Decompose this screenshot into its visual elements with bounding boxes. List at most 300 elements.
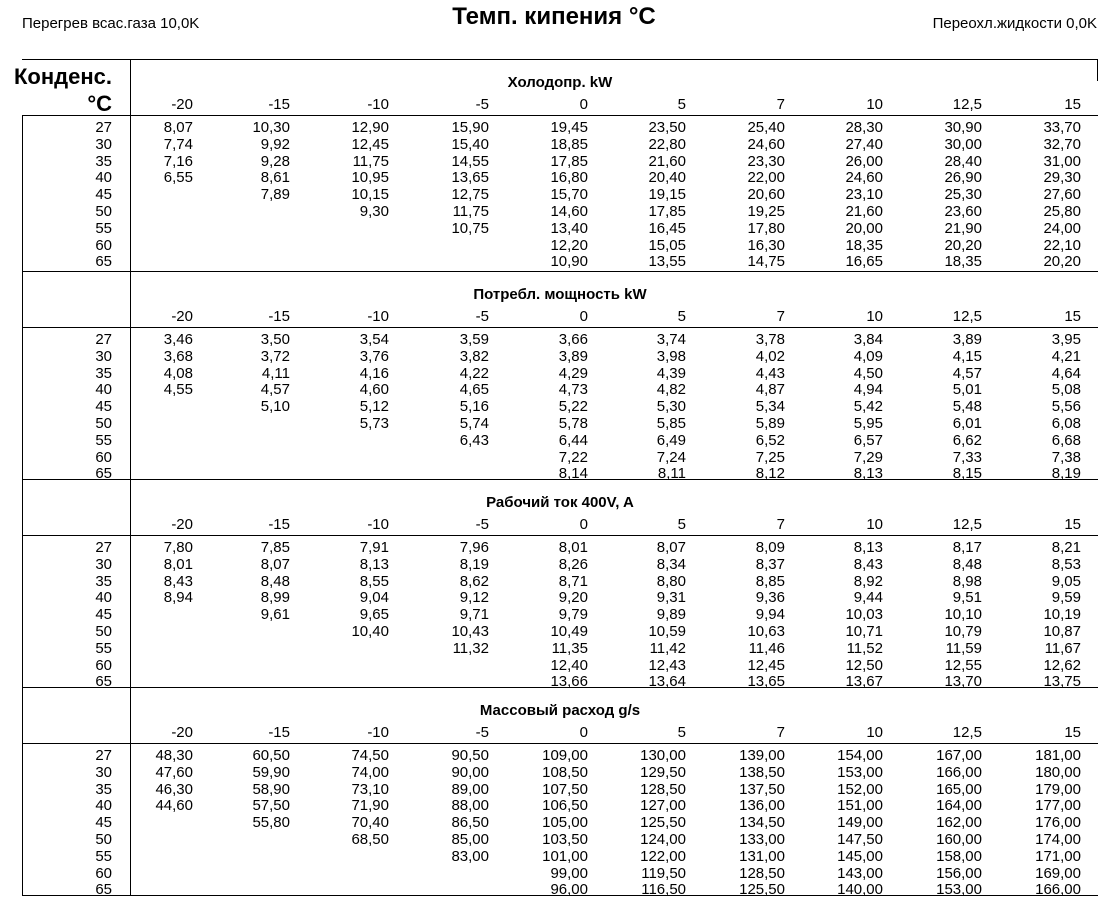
table-cell: 169,00 [1035, 864, 1081, 882]
table-cell: 5,12 [359, 398, 389, 416]
table-cell: 5,95 [853, 415, 883, 432]
table-cell: 7,74 [163, 135, 193, 153]
table-cell: 25,40 [747, 119, 785, 136]
table-cell: 9,71 [459, 606, 489, 624]
table-cell: 8,48 [952, 555, 982, 573]
table-cell: 14,60 [550, 203, 588, 220]
table-cell: 15,05 [648, 236, 686, 254]
table-cell: 181,00 [1035, 747, 1081, 764]
evap-temp-header: 10 [866, 308, 883, 325]
table-cell: 16,30 [747, 236, 785, 254]
table-cell: 156,00 [936, 864, 982, 882]
table-cell: 5,10 [260, 398, 290, 416]
table-cell: 15,70 [550, 186, 588, 204]
table-cell: 10,15 [351, 186, 389, 204]
table-cell: 7,16 [163, 152, 193, 170]
table-cell: 68,50 [351, 831, 389, 848]
condensing-temp-cell: 55 [95, 431, 112, 449]
condensing-temp-cell: 35 [95, 780, 112, 798]
table-cell: 4,65 [459, 381, 489, 399]
condensing-temp-cell: 35 [95, 364, 112, 382]
table-cell: 88,00 [451, 797, 489, 815]
table-cell: 6,55 [163, 169, 193, 187]
table-cell: 13,55 [648, 253, 686, 271]
table-cell: 74,50 [351, 747, 389, 764]
table-cell: 23,50 [648, 119, 686, 136]
table-cell: 136,00 [739, 797, 785, 815]
table-cell: 3,89 [558, 347, 588, 365]
table-cell: 11,59 [945, 639, 982, 657]
table-cell: 12,55 [944, 656, 982, 674]
table-cell: 160,00 [936, 831, 982, 848]
table-cell: 3,59 [459, 331, 489, 348]
table-cell: 21,60 [845, 203, 883, 220]
section-title: Массовый расход g/s [479, 702, 641, 719]
table-cell: 10,19 [1043, 606, 1081, 624]
table-cell: 125,50 [640, 814, 686, 832]
table-cell: 13,75 [1043, 673, 1081, 691]
table-cell: 139,00 [739, 747, 785, 764]
table-cell: 105,00 [542, 814, 588, 832]
table-cell: 22,00 [747, 169, 785, 187]
table-cell: 7,80 [163, 539, 193, 556]
section-title: Рабочий ток 400V, A [486, 494, 634, 511]
table-cell: 13,66 [550, 673, 588, 691]
table-cell: 4,08 [163, 364, 193, 382]
table-cell: 8,19 [459, 555, 489, 573]
table-cell: 158,00 [936, 847, 982, 865]
evap-temp-header: 5 [677, 516, 686, 533]
table-cell: 106,50 [542, 797, 588, 815]
table-cell: 4,94 [853, 381, 883, 399]
table-cell: 20,20 [1043, 253, 1081, 271]
table-cell: 12,62 [1043, 656, 1081, 674]
table-cell: 30,90 [944, 119, 982, 136]
table-cell: 20,20 [944, 236, 982, 254]
table-cell: 8,43 [853, 555, 883, 573]
table-cell: 8,62 [459, 572, 489, 590]
table-cell: 8,11 [657, 465, 686, 483]
table-cell: 8,07 [163, 119, 193, 136]
table-cell: 4,82 [656, 381, 686, 399]
section-separator [22, 271, 1098, 272]
table-cell: 11,35 [551, 639, 588, 657]
table-cell: 31,00 [1043, 152, 1081, 170]
table-cell: 8,61 [260, 169, 290, 187]
table-cell: 8,12 [755, 465, 785, 483]
table-cell: 27,60 [1043, 186, 1081, 204]
evap-temp-header: 0 [579, 724, 588, 741]
table-cell: 18,35 [944, 253, 982, 271]
table-cell: 5,78 [558, 415, 588, 432]
condensing-temp-cell: 65 [95, 253, 112, 271]
evap-temp-header: 0 [579, 516, 588, 533]
table-cell: 3,74 [656, 331, 686, 348]
table-cell: 14,75 [747, 253, 785, 271]
condensing-temp-cell: 27 [95, 539, 112, 556]
table-cell: 151,00 [837, 797, 883, 815]
evap-temp-header: 12,5 [952, 516, 982, 533]
table-cell: 10,10 [944, 606, 982, 624]
table-cell: 26,90 [944, 169, 982, 187]
table-cell: 162,00 [936, 814, 982, 832]
evap-temp-header: 12,5 [952, 308, 982, 325]
table-cell: 6,68 [1051, 431, 1081, 449]
table-cell: 5,42 [853, 398, 883, 416]
table-cell: 4,02 [755, 347, 785, 365]
section-title: Холодопр. kW [507, 74, 613, 91]
table-frame-right [1097, 59, 1098, 81]
table-cell: 26,00 [845, 152, 883, 170]
table-cell: 99,00 [550, 864, 588, 882]
table-cell: 8,21 [1051, 539, 1081, 556]
evap-temp-header: -10 [367, 724, 389, 741]
table-cell: 5,34 [755, 398, 785, 416]
table-cell: 3,82 [459, 347, 489, 365]
condensing-temp-cell: 60 [95, 656, 112, 674]
table-cell: 164,00 [936, 797, 982, 815]
table-cell: 20,00 [845, 219, 883, 237]
table-cell: 28,30 [845, 119, 883, 136]
table-cell: 9,51 [952, 589, 982, 607]
table-cell: 166,00 [936, 763, 982, 781]
table-cell: 10,49 [550, 623, 588, 640]
condensing-temp-cell: 40 [95, 169, 112, 187]
evap-temp-header: 15 [1064, 308, 1081, 325]
condensing-temp-cell: 35 [95, 152, 112, 170]
evap-temp-header: -20 [171, 308, 193, 325]
table-cell: 143,00 [837, 864, 883, 882]
table-cell: 10,75 [451, 219, 489, 237]
evap-temp-header: 15 [1064, 516, 1081, 533]
table-cell: 7,85 [260, 539, 290, 556]
table-cell: 8,01 [163, 555, 193, 573]
table-cell: 5,48 [952, 398, 982, 416]
table-cell: 9,92 [260, 135, 290, 153]
table-cell: 8,94 [163, 589, 193, 607]
evap-temp-header: -20 [171, 724, 193, 741]
table-cell: 129,50 [640, 763, 686, 781]
table-cell: 9,79 [558, 606, 588, 624]
table-cell: 6,49 [656, 431, 686, 449]
table-cell: 32,70 [1043, 135, 1081, 153]
table-cell: 8,09 [755, 539, 785, 556]
table-cell: 125,50 [739, 881, 785, 899]
table-cell: 10,43 [451, 623, 489, 640]
condensing-temp-cell: 55 [95, 219, 112, 237]
table-cell: 3,46 [163, 331, 193, 348]
table-cell: 24,00 [1043, 219, 1081, 237]
table-cell: 131,00 [739, 847, 785, 865]
table-cell: 19,25 [747, 203, 785, 220]
table-cell: 4,87 [755, 381, 785, 399]
table-cell: 4,39 [656, 364, 686, 382]
table-cell: 3,76 [359, 347, 389, 365]
table-cell: 21,60 [648, 152, 686, 170]
table-cell: 13,40 [550, 219, 588, 237]
header-underline [22, 115, 1098, 116]
table-cell: 9,44 [853, 589, 883, 607]
table-cell: 17,85 [550, 152, 588, 170]
table-cell: 89,00 [451, 780, 489, 798]
table-cell: 7,96 [459, 539, 489, 556]
table-cell: 8,71 [558, 572, 588, 590]
table-cell: 19,45 [550, 119, 588, 136]
table-cell: 133,00 [739, 831, 785, 848]
table-cell: 8,14 [558, 465, 588, 483]
section-title: Потребл. мощность kW [473, 286, 647, 303]
condensing-temp-cell: 30 [95, 347, 112, 365]
table-cell: 12,20 [550, 236, 588, 254]
table-cell: 4,15 [952, 347, 982, 365]
evap-temp-header: 5 [677, 96, 686, 113]
evap-temp-header: -10 [367, 308, 389, 325]
table-cell: 12,90 [351, 119, 389, 136]
table-cell: 23,10 [845, 186, 883, 204]
evap-temp-header: 10 [866, 516, 883, 533]
table-cell: 17,80 [747, 219, 785, 237]
table-divider-left [22, 116, 23, 895]
table-cell: 11,32 [452, 639, 489, 657]
table-cell: 10,03 [845, 606, 883, 624]
table-cell: 5,22 [558, 398, 588, 416]
table-cell: 8,55 [359, 572, 389, 590]
table-cell: 13,65 [747, 673, 785, 691]
table-cell: 4,57 [260, 381, 290, 399]
table-cell: 4,64 [1051, 364, 1081, 382]
evap-temp-header: 15 [1064, 96, 1081, 113]
table-cell: 124,00 [640, 831, 686, 848]
evap-temp-header: 12,5 [952, 724, 982, 741]
table-cell: 10,40 [351, 623, 389, 640]
condensing-temp-cell: 50 [95, 415, 112, 432]
table-cell: 6,62 [952, 431, 982, 449]
table-cell: 4,21 [1051, 347, 1081, 365]
condensing-temp-label: Конденс. [14, 64, 112, 89]
table-cell: 8,43 [163, 572, 193, 590]
table-cell: 6,57 [853, 431, 883, 449]
condensing-temp-cell: 45 [95, 398, 112, 416]
table-cell: 5,30 [656, 398, 686, 416]
table-cell: 7,33 [952, 448, 982, 466]
section-separator [22, 479, 1098, 480]
table-cell: 176,00 [1035, 814, 1081, 832]
table-cell: 17,85 [648, 203, 686, 220]
table-cell: 4,11 [261, 364, 290, 382]
condensing-temp-cell: 40 [95, 381, 112, 399]
condensing-temp-unit: °C [87, 91, 112, 116]
table-cell: 83,00 [451, 847, 489, 865]
table-cell: 23,30 [747, 152, 785, 170]
evap-temp-header: -5 [475, 724, 489, 741]
table-cell: 8,53 [1051, 555, 1081, 573]
table-cell: 55,80 [252, 814, 290, 832]
table-cell: 11,75 [452, 203, 489, 220]
table-cell: 6,43 [459, 431, 489, 449]
table-cell: 8,19 [1051, 465, 1081, 483]
table-cell: 18,35 [845, 236, 883, 254]
table-cell: 27,40 [845, 135, 883, 153]
condensing-temp-cell: 30 [95, 763, 112, 781]
table-cell: 10,63 [747, 623, 785, 640]
table-cell: 101,00 [542, 847, 588, 865]
table-cell: 3,78 [755, 331, 785, 348]
table-cell: 140,00 [837, 881, 883, 899]
table-cell: 10,30 [252, 119, 290, 136]
table-cell: 8,07 [656, 539, 686, 556]
table-cell: 8,15 [952, 465, 982, 483]
evap-temp-header: 12,5 [952, 96, 982, 113]
table-cell: 8,99 [260, 589, 290, 607]
table-cell: 18,85 [550, 135, 588, 153]
table-cell: 24,60 [845, 169, 883, 187]
evap-temp-header: -5 [475, 96, 489, 113]
table-cell: 3,54 [359, 331, 389, 348]
table-cell: 179,00 [1035, 780, 1081, 798]
evap-temp-header: 0 [579, 96, 588, 113]
table-cell: 90,00 [451, 763, 489, 781]
table-cell: 149,00 [837, 814, 883, 832]
table-cell: 9,94 [755, 606, 785, 624]
table-cell: 5,89 [755, 415, 785, 432]
table-cell: 16,45 [648, 219, 686, 237]
table-cell: 12,40 [550, 656, 588, 674]
table-cell: 9,65 [359, 606, 389, 624]
table-cell: 9,61 [260, 606, 290, 624]
table-cell: 12,45 [351, 135, 389, 153]
table-cell: 3,95 [1051, 331, 1081, 348]
table-cell: 25,30 [944, 186, 982, 204]
table-cell: 128,50 [739, 864, 785, 882]
table-cell: 103,50 [542, 831, 588, 848]
table-cell: 4,22 [459, 364, 489, 382]
table-cell: 9,36 [755, 589, 785, 607]
table-cell: 8,80 [656, 572, 686, 590]
condensing-temp-cell: 50 [95, 831, 112, 848]
table-cell: 4,43 [755, 364, 785, 382]
evap-temp-header: 10 [866, 724, 883, 741]
table-cell: 8,17 [952, 539, 982, 556]
table-cell: 60,50 [252, 747, 290, 764]
table-cell: 96,00 [550, 881, 588, 899]
evap-temp-header: -20 [171, 516, 193, 533]
table-cell: 3,68 [163, 347, 193, 365]
condensing-temp-cell: 60 [95, 864, 112, 882]
table-cell: 9,31 [656, 589, 686, 607]
table-cell: 5,16 [459, 398, 489, 416]
table-cell: 13,65 [451, 169, 489, 187]
table-cell: 20,60 [747, 186, 785, 204]
evap-temp-header: -10 [367, 516, 389, 533]
table-cell: 109,00 [542, 747, 588, 764]
table-cell: 108,50 [542, 763, 588, 781]
condensing-temp-cell: 50 [95, 203, 112, 220]
table-cell: 8,37 [755, 555, 785, 573]
table-cell: 22,10 [1043, 236, 1081, 254]
table-cell: 3,98 [656, 347, 686, 365]
table-cell: 8,01 [558, 539, 588, 556]
table-cell: 12,45 [747, 656, 785, 674]
condensing-temp-header [8, 63, 112, 117]
table-cell: 6,52 [755, 431, 785, 449]
condensing-temp-cell: 40 [95, 589, 112, 607]
table-cell: 4,16 [359, 364, 389, 382]
table-cell: 9,12 [459, 589, 489, 607]
header-underline [22, 535, 1098, 536]
table-cell: 7,89 [260, 186, 290, 204]
table-cell: 57,50 [252, 797, 290, 815]
table-cell: 8,48 [260, 572, 290, 590]
condensing-temp-cell: 65 [95, 881, 112, 899]
table-cell: 138,50 [739, 763, 785, 781]
table-cell: 86,50 [451, 814, 489, 832]
table-cell: 3,72 [260, 347, 290, 365]
table-cell: 3,50 [260, 331, 290, 348]
condensing-temp-cell: 35 [95, 572, 112, 590]
evap-temp-header: 10 [866, 96, 883, 113]
evap-temp-header: 5 [677, 308, 686, 325]
table-cell: 171,00 [1035, 847, 1081, 865]
table-cell: 19,15 [648, 186, 686, 204]
table-cell: 12,75 [451, 186, 489, 204]
table-cell: 16,80 [550, 169, 588, 187]
table-cell: 8,98 [952, 572, 982, 590]
condensing-temp-cell: 27 [95, 331, 112, 348]
table-cell: 5,01 [952, 381, 982, 399]
table-cell: 3,84 [853, 331, 883, 348]
condensing-temp-cell: 30 [95, 555, 112, 573]
condensing-temp-cell: 55 [95, 847, 112, 865]
table-cell: 21,90 [944, 219, 982, 237]
table-cell: 7,25 [755, 448, 785, 466]
table-cell: 10,95 [351, 169, 389, 187]
condensing-temp-cell: 60 [95, 236, 112, 254]
table-frame-top [22, 59, 1098, 60]
table-cell: 44,60 [155, 797, 193, 815]
condensing-temp-cell: 40 [95, 797, 112, 815]
table-cell: 9,89 [656, 606, 686, 624]
evap-temp-header: 7 [776, 96, 785, 113]
evap-temp-header: -15 [268, 724, 290, 741]
table-cell: 12,43 [648, 656, 686, 674]
subcooling-label: Переохл.жидкости 0,0K [932, 15, 1097, 32]
table-cell: 9,59 [1051, 589, 1081, 607]
condensing-temp-cell: 30 [95, 135, 112, 153]
table-cell: 152,00 [837, 780, 883, 798]
table-cell: 11,75 [352, 152, 389, 170]
condensing-temp-cell: 65 [95, 673, 112, 691]
table-cell: 10,59 [648, 623, 686, 640]
table-cell: 25,80 [1043, 203, 1081, 220]
table-cell: 33,70 [1043, 119, 1081, 136]
table-cell: 177,00 [1035, 797, 1081, 815]
table-cell: 4,73 [558, 381, 588, 399]
condensing-temp-cell: 45 [95, 186, 112, 204]
table-cell: 167,00 [936, 747, 982, 764]
evap-temp-header: -20 [171, 96, 193, 113]
table-cell: 134,50 [739, 814, 785, 832]
table-cell: 130,00 [640, 747, 686, 764]
evap-temp-header: -15 [268, 516, 290, 533]
table-cell: 8,92 [853, 572, 883, 590]
table-cell: 180,00 [1035, 763, 1081, 781]
evap-temp-header: -15 [268, 96, 290, 113]
table-cell: 10,87 [1043, 623, 1081, 640]
table-cell: 29,30 [1043, 169, 1081, 187]
table-cell: 11,52 [846, 639, 883, 657]
table-cell: 5,56 [1051, 398, 1081, 416]
evap-temp-header: 7 [776, 308, 785, 325]
